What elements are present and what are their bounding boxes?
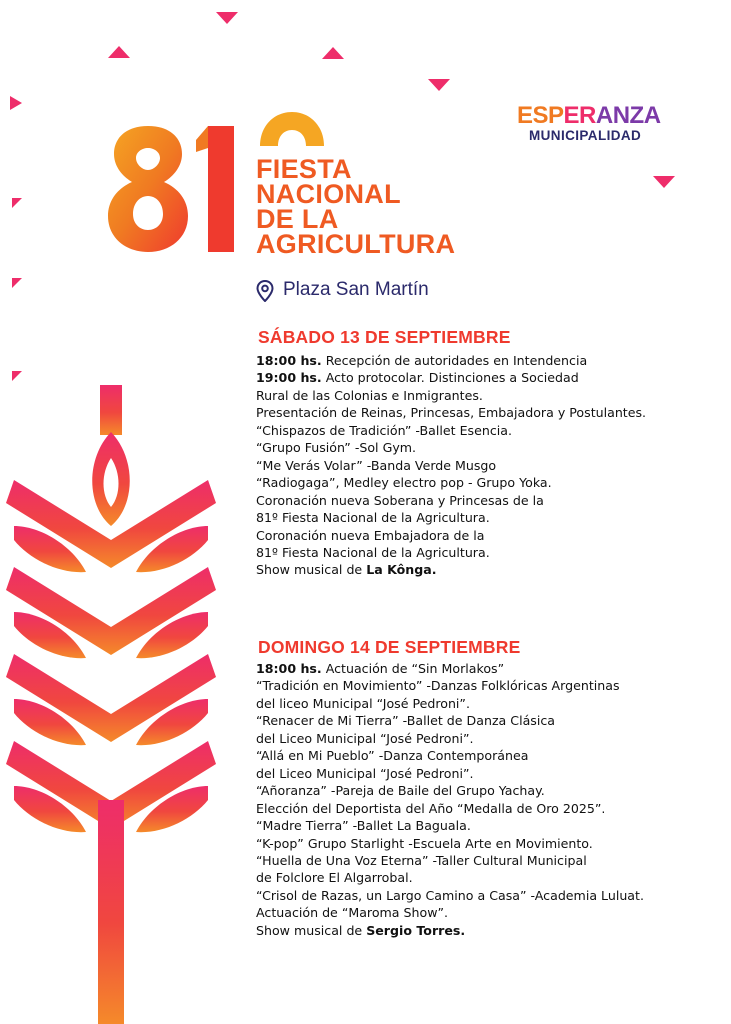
- sun-arc-icon: [256, 108, 328, 148]
- saturday-program: [256, 352, 646, 579]
- program-line: Coronación nueva Embajadora de la: [256, 527, 485, 543]
- program-line: “K-pop” Grupo Starlight -Escuela Arte en Movimiento.: [256, 835, 593, 851]
- triangle-decoration: [108, 46, 130, 58]
- program-line: “Añoranza” -Pareja de Baile del Grupo Yachay.: [256, 783, 545, 799]
- program-line: “Huella de Una Voz Eterna” -Taller Cultural Municipal: [256, 852, 587, 868]
- program-line: Rural de las Colonias e Inmigrantes.: [256, 387, 483, 403]
- logo-part-3: ANZA: [595, 102, 661, 129]
- title-line-2: NACIONAL: [256, 179, 401, 209]
- logo-part-2: ER: [563, 102, 596, 129]
- triangle-decoration: [12, 198, 22, 208]
- program-line: Coronación nueva Soberana y Princesas de la: [256, 492, 544, 508]
- program-line: 81º Fiesta Nacional de la Agricultura.: [256, 544, 490, 560]
- program-line: “Chispazos de Tradición” -Ballet Esencia.: [256, 422, 512, 438]
- map-pin-icon: [256, 280, 274, 302]
- program-line: del liceo Municipal “José Pedroni”.: [256, 695, 470, 711]
- program-line: Presentación de Reinas, Princesas, Embajadora y Postulantes.: [256, 405, 647, 421]
- title-line-4: AGRICULTURA: [256, 229, 456, 259]
- program-line: “Madre Tierra” -Ballet La Baguala.: [256, 818, 471, 834]
- logo-part-1: ESP: [517, 102, 564, 129]
- program-line: “Me Verás Volar” -Banda Verde Musgo: [256, 457, 497, 473]
- program-line: Elección del Deportista del Año “Medalla de Oro 2025”.: [256, 800, 606, 816]
- triangle-decoration: [322, 47, 344, 59]
- program-line: Actuación de “Maroma Show”.: [256, 905, 449, 921]
- program-line: Show musical de La Kônga.: [256, 562, 437, 578]
- triangle-decoration: [12, 371, 22, 381]
- program-line: 19:00 hs. Acto protocolar. Distinciones a Sociedad: [256, 370, 579, 386]
- program-line: “Radiogaga”, Medley electro pop - Grupo Yoka.: [256, 475, 552, 491]
- title-line-1: FIESTA: [256, 154, 352, 184]
- event-number-graphic: [100, 118, 250, 258]
- location-text: Plaza San Martín: [283, 279, 429, 300]
- program-line: 18:00 hs. Actuación de “Sin Morlakos”: [256, 661, 505, 676]
- saturday-heading: SÁBADO 13 DE SEPTIEMBRE: [258, 327, 511, 347]
- title-line-3: DE LA: [256, 204, 339, 234]
- program-line: Show musical de Sergio Torres.: [256, 922, 466, 938]
- wheat-icon: [6, 385, 216, 1024]
- program-line: “Tradición en Movimiento” -Danzas Folklóricas Argentinas: [256, 678, 620, 694]
- program-line: del Liceo Municipal “José Pedroni”.: [256, 765, 474, 781]
- triangle-decoration: [428, 79, 450, 91]
- program-line: “Grupo Fusión” -Sol Gym.: [256, 440, 417, 456]
- program-line: de Folclore El Algarrobal.: [256, 870, 413, 886]
- program-line: del Liceo Municipal “José Pedroni”.: [256, 730, 474, 746]
- triangle-decoration: [653, 176, 675, 188]
- program-line: “Crisol de Razas, un Largo Camino a Casa” -Academia Luluat.: [256, 887, 644, 903]
- program-line: 81º Fiesta Nacional de la Agricultura.: [256, 510, 490, 526]
- logo-subtitle: MUNICIPALIDAD: [529, 128, 642, 143]
- sunday-program: [256, 660, 644, 939]
- triangle-decoration: [12, 278, 22, 288]
- program-line: “Renacer de Mi Tierra” -Ballet de Danza Clásica: [256, 713, 555, 729]
- triangle-decoration: [10, 96, 22, 110]
- sunday-heading: DOMINGO 14 DE SEPTIEMBRE: [258, 637, 521, 657]
- municipality-logo: [517, 102, 661, 130]
- triangle-decoration: [216, 12, 238, 24]
- program-line: 18:00 hs. Recepción de autoridades en Intendencia: [256, 353, 588, 368]
- program-line: “Allá en Mi Pueblo” -Danza Contemporánea: [256, 748, 529, 764]
